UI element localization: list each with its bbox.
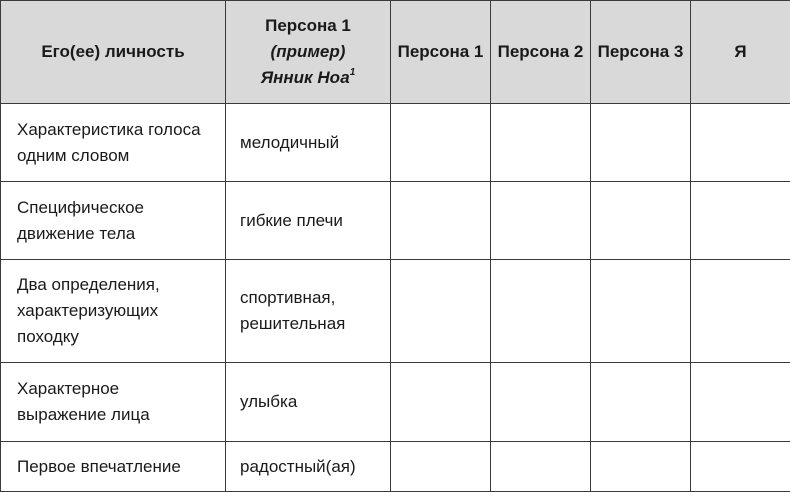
persona-2-cell[interactable] (491, 260, 591, 363)
header-me: Я (691, 1, 790, 104)
row-label (1, 260, 226, 363)
table-row (1, 363, 790, 442)
footnote-marker: 1 (350, 67, 356, 78)
example-value (226, 182, 391, 260)
persona-3-cell[interactable] (591, 104, 691, 182)
persona-3-cell[interactable] (591, 260, 691, 363)
me-cell[interactable] (691, 442, 790, 492)
header-example-line2: (пример) (226, 39, 390, 65)
persona-1-cell[interactable] (391, 260, 491, 363)
persona-2-cell[interactable] (491, 182, 591, 260)
header-example-line3: Янник Ноа (261, 68, 350, 87)
header-persona-1: Персона 1 (391, 1, 491, 104)
example-value-line: радостный(ая) (240, 457, 356, 476)
header-example (226, 1, 391, 104)
example-value (226, 104, 391, 182)
row-label (1, 182, 226, 260)
persona-1-cell[interactable] (391, 104, 491, 182)
me-cell[interactable] (691, 104, 790, 182)
row-label-line: характеризующих (17, 301, 158, 320)
example-value-line: решительная (240, 314, 345, 333)
header-example-line1: Персона 1 (226, 13, 390, 39)
header-persona-2: Персона 2 (491, 1, 591, 104)
row-label-line: выражение лица (17, 405, 150, 424)
table-row (1, 442, 790, 492)
persona-3-cell[interactable] (591, 182, 691, 260)
persona-1-cell[interactable] (391, 182, 491, 260)
example-value (226, 260, 391, 363)
example-value-line: гибкие плечи (240, 211, 343, 230)
persona-2-cell[interactable] (491, 363, 591, 442)
example-value-line: спортивная, (240, 288, 335, 307)
row-label-line: походку (17, 327, 79, 346)
row-label-line: Первое впечатление (17, 457, 181, 476)
row-label (1, 363, 226, 442)
example-value (226, 363, 391, 442)
table-row (1, 104, 790, 182)
row-label (1, 442, 226, 492)
example-value-line: улыбка (240, 392, 297, 411)
persona-1-cell[interactable] (391, 442, 491, 492)
table-row (1, 260, 790, 363)
me-cell[interactable] (691, 182, 790, 260)
row-label-line: движение тела (17, 224, 135, 243)
header-example-line3-wrap (226, 65, 390, 91)
header-personality: Его(ее) личность (1, 1, 226, 104)
me-cell[interactable] (691, 363, 790, 442)
row-label-line: Специфическое (17, 198, 144, 217)
header-row (1, 1, 790, 104)
persona-1-cell[interactable] (391, 363, 491, 442)
row-label-line: одним словом (17, 146, 129, 165)
example-value (226, 442, 391, 492)
row-label (1, 104, 226, 182)
persona-2-cell[interactable] (491, 442, 591, 492)
persona-3-cell[interactable] (591, 363, 691, 442)
table-row (1, 182, 790, 260)
persona-3-cell[interactable] (591, 442, 691, 492)
row-label-line: Два определения, (17, 275, 160, 294)
row-label-line: Характерное (17, 379, 119, 398)
header-persona-3: Персона 3 (591, 1, 691, 104)
row-label-line: Характеристика голоса (17, 120, 201, 139)
persona-2-cell[interactable] (491, 104, 591, 182)
example-value-line: мелодичный (240, 133, 339, 152)
me-cell[interactable] (691, 260, 790, 363)
